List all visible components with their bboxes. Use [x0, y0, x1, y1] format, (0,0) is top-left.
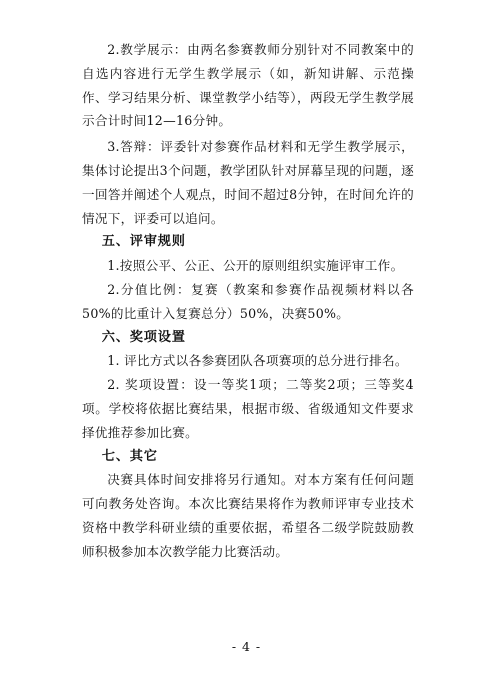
section-6-heading: 六、奖项设置 — [101, 329, 186, 345]
section-7-heading: 七、其它 — [101, 448, 158, 464]
section-5-item-2: 2.分值比例：复赛（教案和参赛作品视频材料以各50%的比重计入复赛总分）50%，决赛50%。 — [82, 281, 414, 321]
section-5-item-1: 1.按照公平、公正、公开的原则组织实施评审工作。 — [107, 258, 404, 274]
section-5-heading: 五、评审规则 — [101, 234, 186, 250]
section-6-item-2: 2. 奖项设置：设一等奖1项；二等奖2项；三等奖4项。学校将依据比赛结果，根据市级、省级通知文件要求择优推荐参加比赛。 — [82, 377, 414, 440]
section-6-item-1: 1. 评比方式以各参赛团队各项赛项的总分进行排名。 — [107, 353, 408, 369]
section-4-item-2: 2.教学展示：由两名参赛教师分别针对不同教案中的自选内容进行无学生教学展示（如，新知讲解、示范操作、学习结果分析、课堂教学小结等），两段无学生教学展示合计时间12—16分钟。 — [82, 42, 414, 129]
section-4-item-3: 3.答辩：评委针对参赛作品材料和无学生教学展示，集体讨论提出3个问题，教学团队针对屏幕呈现的问题，逐一回答并阐述个人观点，时间不超过8分钟，在时间允许的情况下，评委可以追问。 — [82, 139, 414, 226]
page-number: - 4 - — [231, 639, 262, 654]
section-7-body: 决赛具体时间安排将另行通知。对本方案有任何问题可向教务处咨询。本次比赛结果将作为教师评审专业技术资格中教学科研业绩的重要依据，希望各二级学院鼓励教师积极参加本次教学能力比赛活动。 — [82, 472, 414, 559]
document-body — [82, 38, 414, 564]
